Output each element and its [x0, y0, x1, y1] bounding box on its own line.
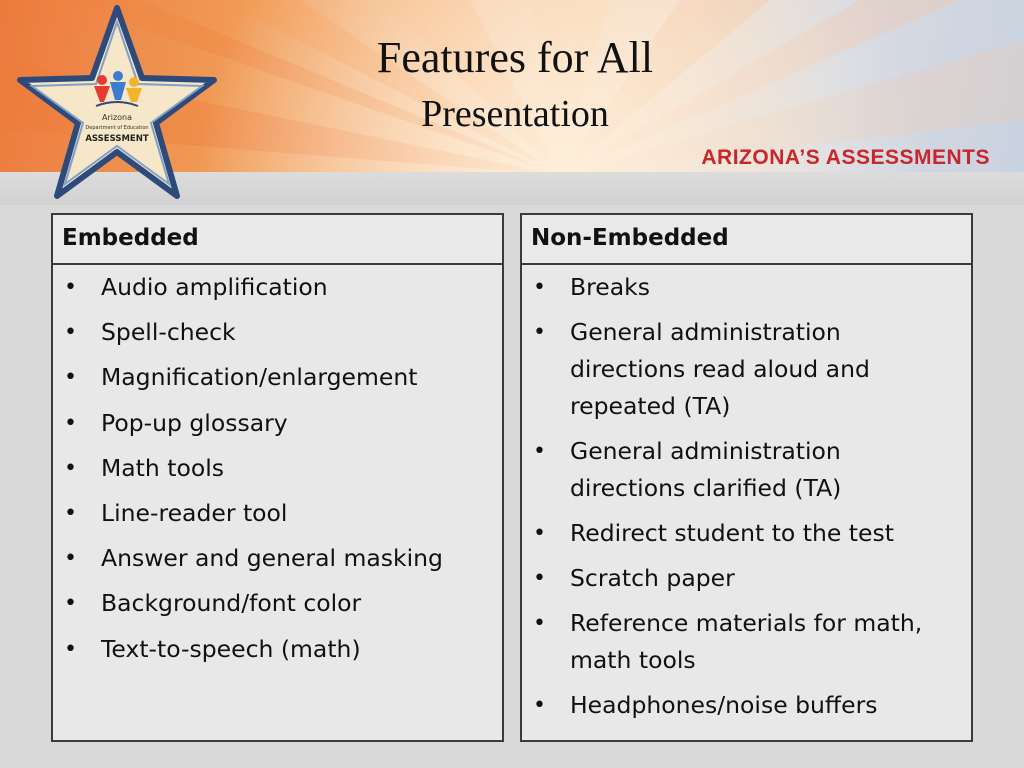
list-item: • Headphones/noise buffers	[522, 687, 971, 724]
logo-line3: ASSESSMENT	[85, 134, 149, 144]
list-item: • Spell-check	[53, 314, 502, 351]
embedded-heading: Embedded	[53, 215, 502, 265]
page-subtitle: Presentation	[421, 93, 609, 135]
brand-wordmark: ARIZONA’S ASSESSMENTS	[701, 146, 990, 169]
list-item: • Breaks	[522, 269, 971, 306]
list-item: • Reference materials for math, math tools	[522, 605, 971, 679]
logo-line2: Department of Education	[85, 125, 149, 131]
list-item: • Scratch paper	[522, 560, 971, 597]
list-item: • General administration directions clarified (TA)	[522, 433, 971, 507]
page-title: Features for All	[376, 33, 654, 82]
list-item: • Text-to-speech (math)	[53, 631, 502, 668]
list-item: • Pop-up glossary	[53, 405, 502, 442]
embedded-panel	[51, 213, 504, 742]
non-embedded-heading: Non-Embedded	[522, 215, 971, 265]
logo-line1: Arizona	[101, 113, 133, 122]
star-logo-icon	[14, 2, 220, 204]
list-item: • Audio amplification	[53, 269, 502, 306]
list-item: • Magnification/enlargement	[53, 359, 502, 396]
list-item: • Redirect student to the test	[522, 515, 971, 552]
list-item: • General administration directions read aloud and repeated (TA)	[522, 314, 971, 425]
non-embedded-list	[522, 265, 971, 724]
list-item: • Math tools	[53, 450, 502, 487]
list-item: • Answer and general masking	[53, 540, 502, 577]
list-item: • Background/font color	[53, 585, 502, 622]
non-embedded-panel	[520, 213, 973, 742]
list-item: • Line-reader tool	[53, 495, 502, 532]
embedded-list	[53, 265, 502, 668]
